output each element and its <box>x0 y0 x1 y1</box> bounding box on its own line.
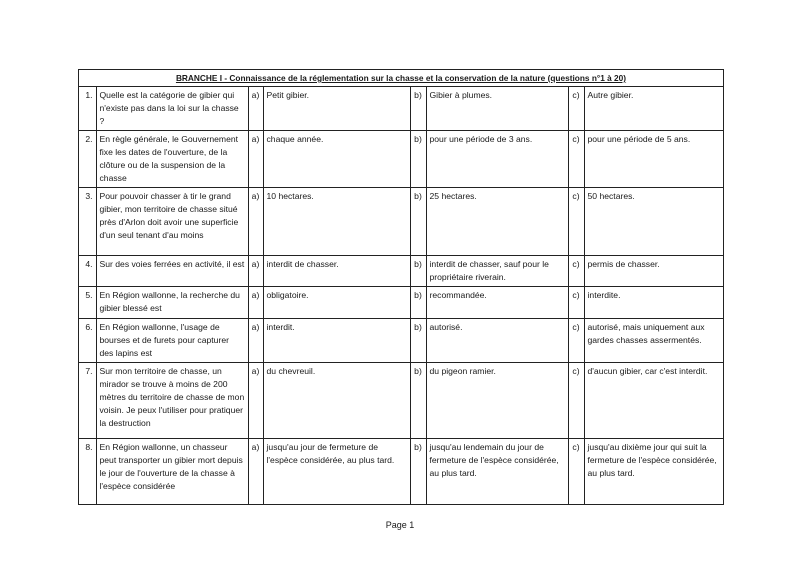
section-title: BRANCHE I - Connaissance de la réglementation sur la chasse et la conservation de la nature (questions n°1 à 20) <box>79 70 723 87</box>
option-b-text: autorisé. <box>426 319 568 363</box>
option-c-label: c) <box>568 87 584 131</box>
option-b-label: b) <box>410 188 426 256</box>
question-number: 8. <box>79 439 96 504</box>
option-b-text: Gibier à plumes. <box>426 87 568 131</box>
option-a-text: interdit. <box>263 319 410 363</box>
question-text: Sur mon territoire de chasse, un mirador se trouve à moins de 200 mètres du territoire de chasse de mon voisin. Je peux l'utiliser pour pratiquer la destruction <box>96 363 248 439</box>
option-c-text: 50 hectares. <box>584 188 723 256</box>
option-a-label: a) <box>248 131 263 188</box>
table-row <box>79 188 723 256</box>
question-text: En règle générale, le Gouvernement fixe les dates de l'ouverture, de la clôture ou de la suspension de la chasse <box>96 131 248 188</box>
option-c-label: c) <box>568 131 584 188</box>
question-number: 6. <box>79 319 96 363</box>
option-a-label: a) <box>248 87 263 131</box>
question-number: 5. <box>79 287 96 319</box>
table-row <box>79 439 723 504</box>
option-c-label: c) <box>568 363 584 439</box>
table-row <box>79 287 723 319</box>
exam-sheet <box>78 69 724 505</box>
question-text: En Région wallonne, l'usage de bourses et de furets pour capturer des lapins est <box>96 319 248 363</box>
option-a-text: 10 hectares. <box>263 188 410 256</box>
option-b-label: b) <box>410 363 426 439</box>
option-b-text: 25 hectares. <box>426 188 568 256</box>
option-c-text: interdite. <box>584 287 723 319</box>
table-row <box>79 131 723 188</box>
question-number: 4. <box>79 256 96 287</box>
option-b-text: recommandée. <box>426 287 568 319</box>
option-b-label: b) <box>410 256 426 287</box>
question-number: 2. <box>79 131 96 188</box>
option-a-text: du chevreuil. <box>263 363 410 439</box>
option-c-label: c) <box>568 439 584 504</box>
option-a-label: a) <box>248 319 263 363</box>
option-a-text: interdit de chasser. <box>263 256 410 287</box>
option-b-text: pour une période de 3 ans. <box>426 131 568 188</box>
option-c-label: c) <box>568 319 584 363</box>
question-text: Pour pouvoir chasser à tir le grand gibier, mon territoire de chasse situé près d'Arlon doit avoir une superficie d'un seul tenant d'au moins <box>96 188 248 256</box>
option-c-text: autorisé, mais uniquement aux gardes chasses assermentés. <box>584 319 723 363</box>
option-a-label: a) <box>248 287 263 319</box>
option-c-text: pour une période de 5 ans. <box>584 131 723 188</box>
option-c-text: d'aucun gibier, car c'est interdit. <box>584 363 723 439</box>
table-row <box>79 87 723 131</box>
option-a-text: chaque année. <box>263 131 410 188</box>
question-text: Sur des voies ferrées en activité, il est <box>96 256 248 287</box>
option-a-label: a) <box>248 188 263 256</box>
option-a-text: jusqu'au jour de fermeture de l'espèce considérée, au plus tard. <box>263 439 410 504</box>
page-number: Page 1 <box>385 520 415 530</box>
questions-table <box>79 87 723 504</box>
option-c-text: jusqu'au dixième jour qui suit la fermeture de l'espèce considérée, au plus tard. <box>584 439 723 504</box>
question-text: En Région wallonne, un chasseur peut transporter un gibier mort depuis le jour de l'ouverture de la chasse à l'espèce considérée <box>96 439 248 504</box>
option-b-label: b) <box>410 287 426 319</box>
option-c-label: c) <box>568 256 584 287</box>
option-c-text: permis de chasser. <box>584 256 723 287</box>
option-b-label: b) <box>410 87 426 131</box>
option-a-label: a) <box>248 256 263 287</box>
option-b-label: b) <box>410 131 426 188</box>
option-a-label: a) <box>248 439 263 504</box>
option-a-label: a) <box>248 363 263 439</box>
option-b-text: du pigeon ramier. <box>426 363 568 439</box>
question-number: 3. <box>79 188 96 256</box>
option-b-text: jusqu'au lendemain du jour de fermeture de l'espèce considérée, au plus tard. <box>426 439 568 504</box>
question-number: 1. <box>79 87 96 131</box>
option-c-label: c) <box>568 188 584 256</box>
option-b-text: interdit de chasser, sauf pour le propriétaire riverain. <box>426 256 568 287</box>
table-row <box>79 363 723 439</box>
table-row <box>79 256 723 287</box>
question-text: Quelle est la catégorie de gibier qui n'existe pas dans la loi sur la chasse ? <box>96 87 248 131</box>
option-c-text: Autre gibier. <box>584 87 723 131</box>
option-c-label: c) <box>568 287 584 319</box>
option-a-text: Petit gibier. <box>263 87 410 131</box>
option-b-label: b) <box>410 439 426 504</box>
question-number: 7. <box>79 363 96 439</box>
table-row <box>79 319 723 363</box>
option-a-text: obligatoire. <box>263 287 410 319</box>
question-text: En Région wallonne, la recherche du gibier blessé est <box>96 287 248 319</box>
option-b-label: b) <box>410 319 426 363</box>
